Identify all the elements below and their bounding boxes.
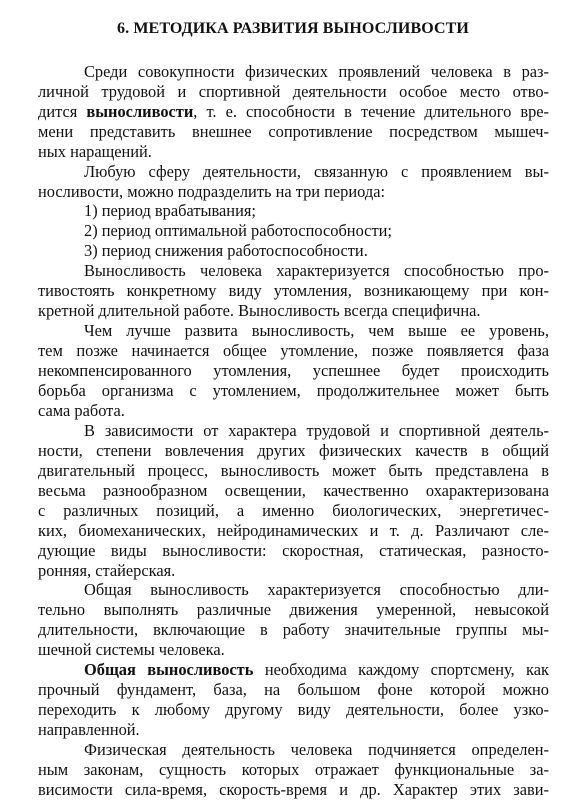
bold-term: Общая выносливость [84,660,254,679]
text-line [84,162,549,182]
text-run: ных наращений. [38,142,152,161]
text-run: двигательный процесс, выносливость может быть представлена в [38,461,549,480]
text-line [84,201,549,221]
text-run: некомпенсированного утомления, успешнее будет происходить [38,361,549,380]
text-line [38,640,549,660]
text-run: весьма разнообразном освещении, качественно охарактеризована [38,481,549,500]
text-line [38,680,549,700]
text-line [84,221,549,241]
text-line [38,381,549,401]
text-run: тельно выполнять различные движения умеренной, невысокой [38,600,549,619]
text-line [38,142,549,162]
text-run: ности, степени вовлечения других физических качеств в общий [38,441,549,460]
text-line [38,182,549,202]
text-run: тем позже начинается общее утомление, позже появляется фаза [38,341,549,360]
text-line [38,301,549,321]
text-line [38,700,549,720]
text-run: Чем лучше развита выносливость, чем выше ее уровень, [84,321,549,340]
text-line [38,720,549,740]
text-line [84,261,549,281]
text-line [38,561,549,581]
text-line [84,660,549,680]
text-line [38,501,549,521]
text-line [38,441,549,461]
text-run: личной трудовой и спортивной деятельности особое место отво- [38,82,549,101]
text-run: , т. е. способности в течение длительного вре- [193,102,550,121]
text-run: носливости, можно подразделить на три периода: [38,182,386,201]
text-run: 1) период врабатывания; [84,201,256,220]
text-run: Среди совокупности физических проявлений человека в раз- [84,62,549,81]
text-line [38,122,549,142]
text-run: В зависимости от характера трудовой и спортивной деятель- [84,421,549,440]
text-run: Физическая деятельность человека подчиняется определен- [84,740,549,759]
text-run: Выносливость человека характеризуется способностью про- [84,261,549,280]
text-run: прочный фундамент, база, на большом фоне которой можно [38,680,549,699]
text-line [38,780,549,800]
bold-term: выносливости [86,102,194,121]
text-run: ких, биомеханических, нейродинамических и т. д. Различают сле- [38,521,549,540]
text-run: длительности, включающие в работу значительные группы мы- [38,620,549,639]
text-run: Любую сферу деятельности, связанную с проявлением вы- [84,162,549,181]
text-line [38,361,549,381]
section-title: 6. МЕТОДИКА РАЗВИТИЯ ВЫНОСЛИВОСТИ [117,20,469,37]
text-line [38,760,549,780]
text-line [84,241,549,261]
text-line [38,461,549,481]
text-line [38,281,549,301]
text-line [84,740,549,760]
text-line [38,341,549,361]
text-run: с различных позиций, а именно биологических, энергетичес- [38,501,549,520]
text-run: борьба организма с утомлением, продолжительнее может быть [38,381,549,400]
text-line [38,620,549,640]
text-line [84,421,549,441]
text-run: Общая выносливость характеризуется способностью дли- [84,580,549,599]
text-run: ронняя, стайерская. [38,561,176,580]
text-line [38,401,549,421]
text-run: направленной. [38,720,140,739]
text-run: 2) период оптимальной работоспособности; [84,221,392,240]
text-run: висимости сила-время, скорость-время и др. Характер этих зави- [38,780,549,799]
text-run: переходить к любому другому виду деятельности, более узко- [38,700,549,719]
text-run: сама работа. [38,401,125,420]
text-run: необходима каждому спортсмену, как [253,660,549,679]
text-run: тивостоять конкретному виду утомления, возникающему при кон- [38,281,549,300]
text-line [38,521,549,541]
text-run: дующие виды выносливости: скоростная, статическая, разносто- [38,541,549,560]
text-run: дится [38,102,87,121]
text-line [84,321,549,341]
text-run: кретной длительной работе. Выносливость всегда специфична. [38,301,481,320]
text-run: ным законам, сущность которых отражает функциональные за- [38,760,549,779]
text-line [84,580,549,600]
text-line [38,481,549,501]
text-run: мени представить внешнее сопротивление посредством мышеч- [38,122,549,141]
text-line [38,82,549,102]
text-line [38,541,549,561]
text-line [84,62,549,82]
text-run: 3) период снижения работоспособности. [84,241,368,260]
text-line [38,600,549,620]
text-run: шечной системы человека. [38,640,225,659]
text-line [38,102,549,122]
